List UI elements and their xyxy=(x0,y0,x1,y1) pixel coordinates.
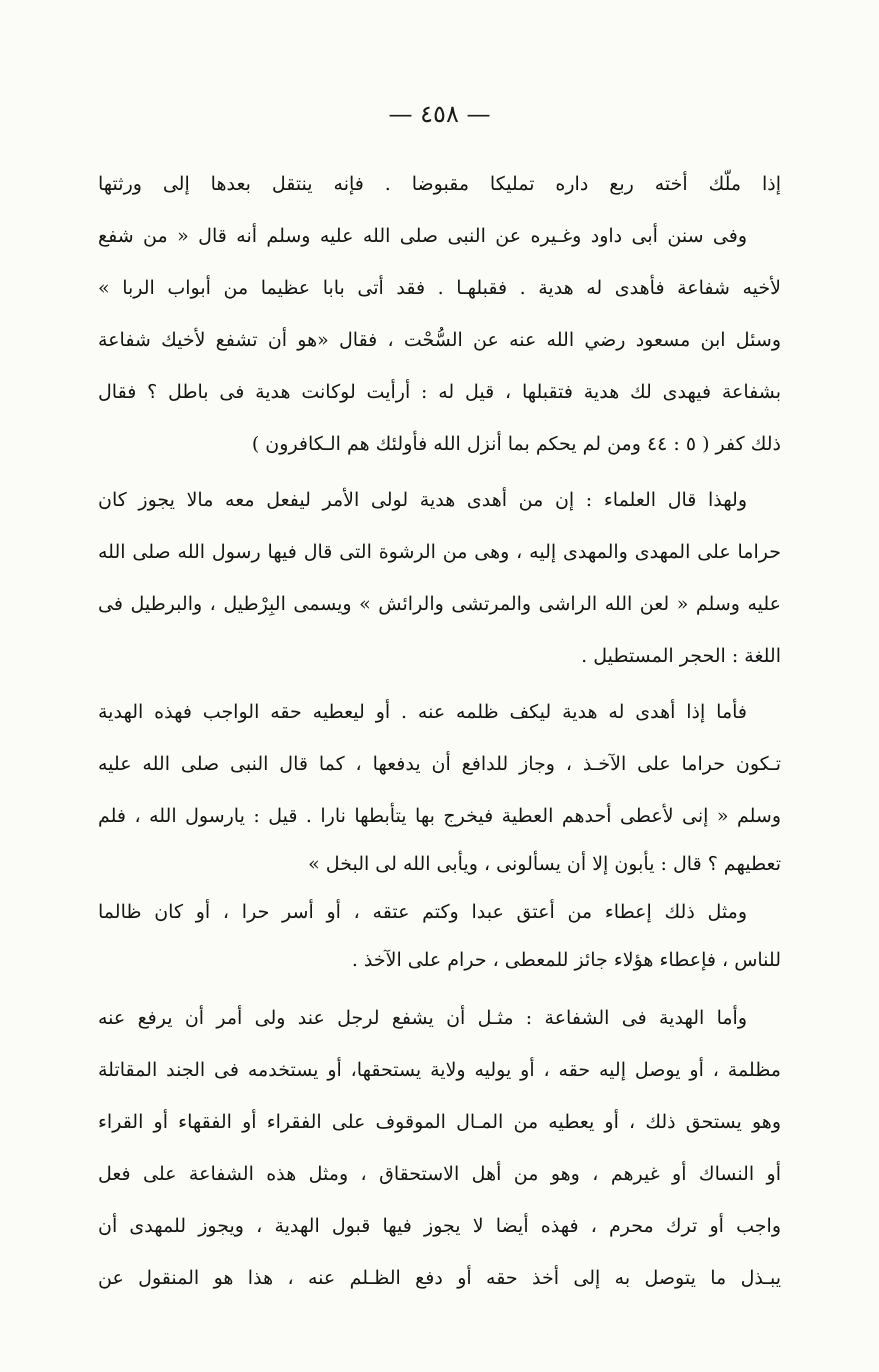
text-line: إذا ملّك أخته ربع داره تمليكا مقبوضا . فإنه ينتقل بعدها إلى ورثتها xyxy=(98,173,781,195)
text-line: مظلمة ، أو يوصل إليه حقه ، أو يوليه ولاية يستحقها، أو يستخدمه فى الجند المقاتلة xyxy=(98,1059,781,1081)
text-line: حراما على المهدى والمهدى إليه ، وهى من الرشوة التى قال فيها رسول الله صلى الله xyxy=(98,541,781,563)
text-line: يبـذل ما يتوصل به إلى أخذ حقه أو دفع الظـلم عنه ، هذا هو المنقول عن xyxy=(98,1267,781,1289)
text-line: واجب أو ترك محرم ، فهذه أيضا لا يجوز فيها قبول الهدية ، ويجوز للمهدى أن xyxy=(98,1215,781,1237)
text-line: تعطيهم ؟ قال : يأبون إلا أن يسألونى ، ويأبى الله لى البخل » xyxy=(308,853,781,875)
text-line: ولهذا قال العلماء : إن من أهدى هدية لولى الأمر ليفعل معه مالا يجوز كان xyxy=(98,489,747,511)
text-line: وسئل ابن مسعود رضي الله عنه عن السُّحْت ، فقال «هو أن تشفع لأخيك شفاعة xyxy=(98,329,781,351)
text-line: وسلم « إنى لأعطى أحدهم العطية فيخرج بها يتأبطها نارا . قيل : يارسول الله ، فلم xyxy=(98,805,781,827)
text-line: للناس ، فإعطاء هؤلاء جائز للمعطى ، حرام على الآخذ . xyxy=(351,949,781,971)
text-line: تـكون حراما على الآخـذ ، وجاز للدافع أن يدفعها ، كما قال النبى صلى الله عليه xyxy=(98,753,781,775)
text-line: وهو يستحق ذلك ، أو يعطيه من المـال الموقوف على الفقراء أو الفقهاء أو القراء xyxy=(98,1111,781,1133)
text-line: ومثل ذلك إعطاء من أعتق عبدا وكتم عتقه ، أو أسر حرا ، أو كان ظالما xyxy=(98,901,747,923)
text-line: أو النساك أو غيرهم ، وهو من أهل الاستحقاق ، ومثل هذه الشفاعة على فعل xyxy=(98,1163,781,1185)
text-line: وفى سنن أبى داود وغـيره عن النبى صلى الله عليه وسلم أنه قال « من شفع xyxy=(98,225,747,247)
text-line: بشفاعة فيهدى لك هدية فتقبلها ، قيل له : أرأيت لوكانت هدية فى باطل ؟ فقال xyxy=(98,381,781,403)
text-line: اللغة : الحجر المستطيل . xyxy=(581,645,781,667)
text-line: عليه وسلم « لعن الله الراشى والمرتشى والرائش » ويسمى البِرْطيل ، والبرطيل فى xyxy=(98,593,781,615)
text-line: وأما الهدية فى الشفاعة : مثـل أن يشفع لرجل عند ولى أمر أن يرفع عنه xyxy=(98,1007,747,1029)
text-line: ذلك كفر ( ٥ : ٤٤ ومن لم يحكم بما أنزل الله فأولئك هم الـكافرون ) xyxy=(251,433,781,455)
text-line: فأما إذا أهدى له هدية ليكف ظلمه عنه . أو ليعطيه حقه الواجب فهذه الهدية xyxy=(98,701,747,723)
text-line: لأخيه شفاعة فأهدى له هدية . فقبلهـا . فقد أتى بابا عظيما من أبواب الربا » xyxy=(98,277,781,299)
page-number: — ٤٥٨ — xyxy=(388,100,491,128)
